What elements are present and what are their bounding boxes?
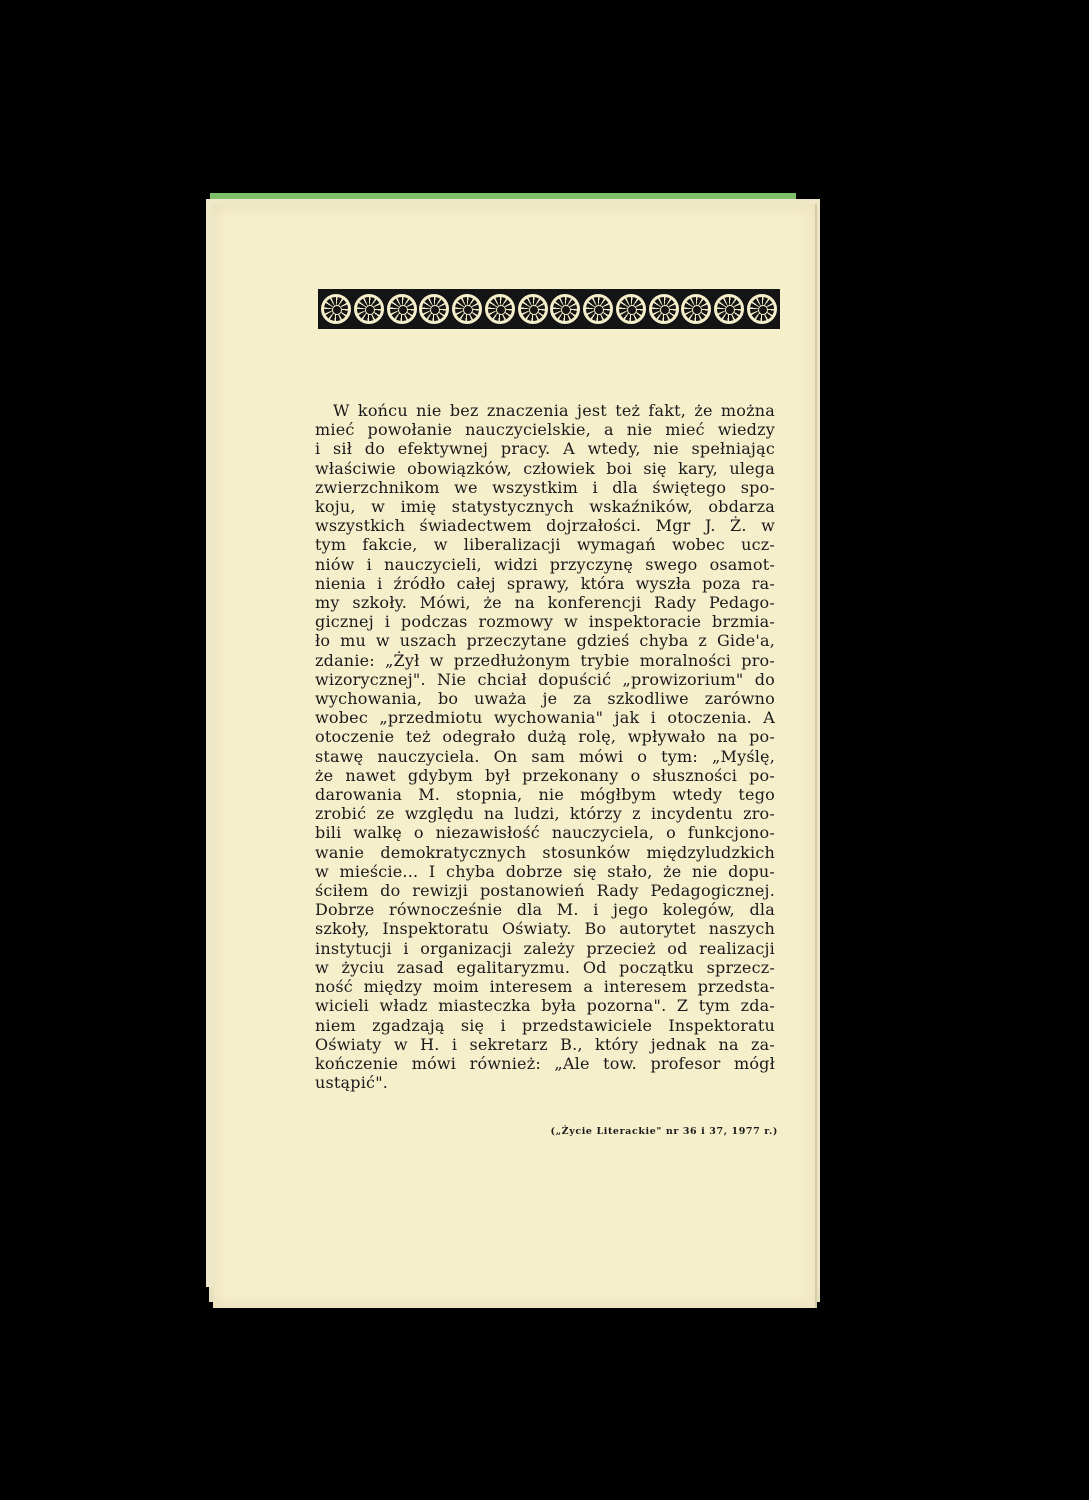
text-line: wanie demokratycznych stosunków międzyludzkich — [315, 842, 775, 862]
text-line: wszystkich świadectwem dojrzałości. Mgr J. Ż. w — [315, 516, 775, 536]
text-line: wicieli władz miasteczka była pozorna". Z tym zda- — [315, 996, 775, 1016]
text-line: mieć powołanie nauczycielskie, a nie mieć wiedzy — [315, 420, 775, 440]
text-line: ność między moim interesem a interesem przedsta- — [315, 977, 775, 997]
text-line: Dobrze równocześnie dla M. i jego kolegów, dla — [315, 900, 775, 920]
text-line: niów i nauczycieli, widzi przyczynę swego osamot- — [315, 554, 775, 574]
text-line: my szkoły. Mówi, że na konferencji Rady Pedago- — [315, 593, 775, 613]
ornament-wheel-icon — [649, 294, 679, 324]
ornament-wheel-icon — [583, 294, 613, 324]
page-fold-line — [815, 204, 817, 1308]
text-line: gicznej i podczas rozmowy w inspektoracie brzmia- — [315, 612, 775, 632]
text-line: bili walkę o niezawisłość nauczyciela, o funkcjono- — [315, 823, 775, 843]
text-line: W końcu nie bez znaczenia jest też fakt, że można — [333, 401, 775, 420]
text-line: instytucji i organizacji zależy przecież od realizacji — [315, 938, 775, 958]
source-citation: („Życie Literackie" nr 36 i 37, 1977 r.) — [550, 1126, 778, 1137]
decorative-wheel-border — [318, 289, 780, 329]
text-line: koju, w imię statystycznych wskaźników, obdarza — [315, 497, 775, 517]
text-line: w mieście... I chyba dobrze się stało, że nie dopu- — [315, 861, 775, 881]
text-line: stawę nauczyciela. On sam mówi o tym: „Myślę, — [315, 746, 775, 766]
text-line: ściłem do rewizji postanowień Rady Pedagogicznej. — [315, 881, 775, 901]
text-line: tym fakcie, w liberalizacji wymagań wobec ucz- — [315, 535, 775, 555]
text-line: wobec „przedmiotu wychowania" jak i otoczenia. A — [315, 708, 775, 728]
ornament-wheel-icon — [387, 294, 417, 324]
text-line: wizorycznej". Nie chciał dopuścić „prowizorium" do — [315, 669, 775, 689]
ornament-wheel-icon — [550, 294, 580, 324]
ornament-wheel-icon — [681, 294, 711, 324]
text-line: niem zgadzają się i przedstawiciele Inspektoratu — [315, 1015, 775, 1035]
ornament-wheel-icon — [616, 294, 646, 324]
text-line: ło mu w uszach przeczytane gdzieś chyba z Gide'a, — [315, 631, 775, 651]
article-body — [315, 401, 775, 1092]
text-line: właściwie obowiązków, człowiek boi się kary, ulega — [315, 458, 775, 478]
ornament-wheel-icon — [518, 294, 548, 324]
text-line: zwierzchnikom we wszystkim i dla świętego spo- — [315, 477, 775, 497]
text-line: kończenie mówi również: „Ale tow. profesor mógł — [315, 1053, 775, 1073]
text-line: nienia i źródło całej sprawy, która wyszła poza ra- — [315, 573, 775, 593]
text-line: i sił do efektywnej pracy. A wtedy, nie spełniając — [315, 439, 775, 459]
ornament-wheel-icon — [485, 294, 515, 324]
ornament-wheel-icon — [452, 294, 482, 324]
text-line: wychowania, bo uważa je za szkodliwe zarówno — [315, 689, 775, 709]
ornament-wheel-icon — [419, 294, 449, 324]
text-line: że nawet gdybym był przekonany o słuszności po- — [315, 765, 775, 785]
ornament-wheel-icon — [354, 294, 384, 324]
text-line: w życiu zasad egalitaryzmu. Od początku sprzecz- — [315, 957, 775, 977]
ornament-wheel-icon — [321, 294, 351, 324]
text-line: zdanie: „Żył w przedłużonym trybie moralności pro- — [315, 650, 775, 670]
text-line: otoczenie też odegrało dużą rolę, wpływało na po- — [315, 727, 775, 747]
text-line: szkoły, Inspektoratu Oświaty. Bo autorytet naszych — [315, 919, 775, 939]
ornament-wheel-icon — [747, 294, 777, 324]
text-line: ustąpić". — [315, 1073, 389, 1093]
text-line: darowania M. stopnia, nie mógłbym wtedy tego — [315, 785, 775, 805]
text-line: zrobić ze względu na ludzi, którzy z incydentu zro- — [315, 804, 775, 824]
text-line: Oświaty w H. i sekretarz B., który jednak na za- — [315, 1034, 775, 1054]
ornament-wheel-icon — [714, 294, 744, 324]
